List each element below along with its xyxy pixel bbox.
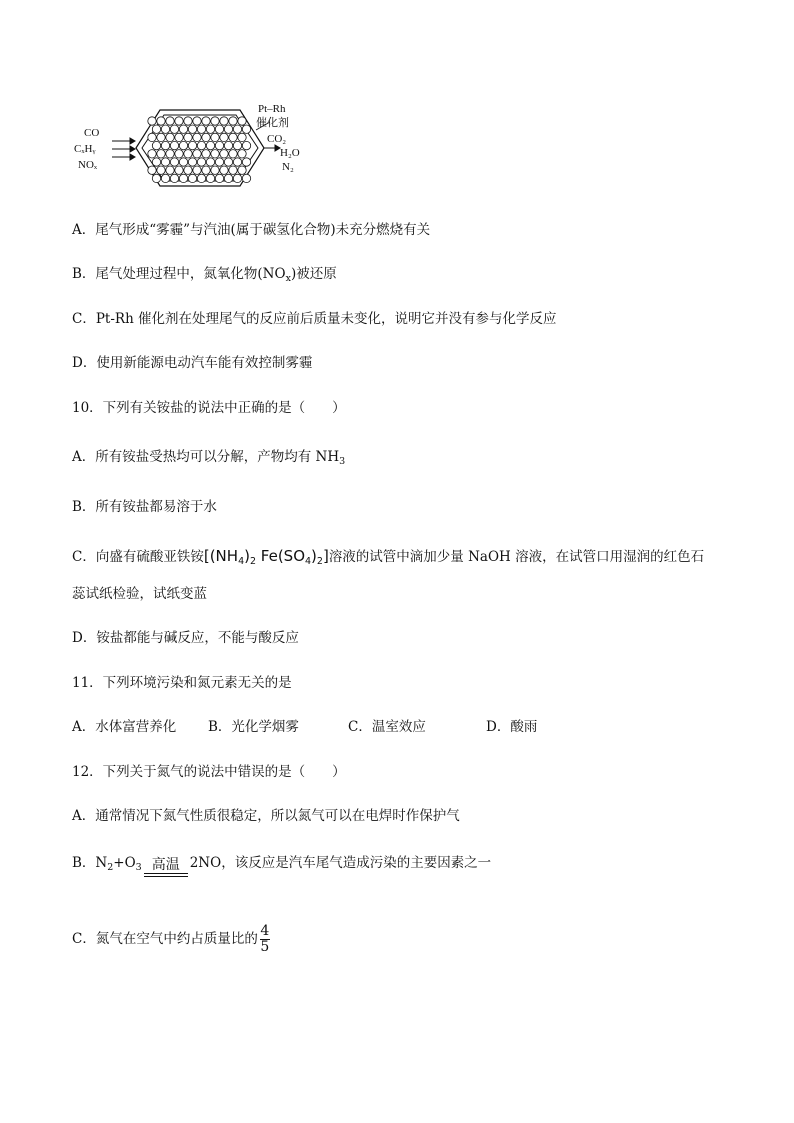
q9-option-d: D．使用新能源电动汽车能有效控制雾霾 [72, 355, 313, 371]
pellet [157, 166, 165, 174]
q10-a-sub: 3 [339, 456, 346, 467]
q10-option-c-line2: 蕊试纸检验，试纸变蓝 [72, 586, 207, 602]
pellet [215, 141, 223, 149]
pellet [211, 117, 219, 125]
input-arrows [112, 138, 135, 160]
pellet [242, 174, 250, 182]
pellet [170, 125, 178, 133]
output-n2: N₂ [282, 161, 294, 173]
pellet [197, 158, 205, 166]
pellet [215, 125, 223, 133]
output-h2o: H₂O [280, 147, 300, 159]
q9-b-text: B．尾气处理过程中，氮氧化物(NO [72, 266, 286, 282]
q10-c-formula [204, 547, 329, 565]
pellet [206, 125, 214, 133]
catalyst-label-text: 催化剂 [256, 117, 289, 129]
output-arrows [264, 145, 280, 151]
q10-c-text: C．向盛有硫酸亚铁铵 [72, 549, 204, 565]
pellet [188, 158, 196, 166]
pellet [224, 125, 232, 133]
pellet [157, 150, 165, 158]
formula-part: Fe(SO [256, 547, 305, 565]
pellet [238, 133, 246, 141]
q12-stem: 12．下列关于氮气的说法中错误的是（ ） [72, 764, 346, 780]
pellet [211, 166, 219, 174]
pellet [166, 133, 174, 141]
pellet [148, 150, 156, 158]
pellet [202, 166, 210, 174]
q12-option-b [72, 852, 491, 879]
q10-option-c [72, 546, 704, 572]
pellet [152, 141, 160, 149]
input-nox: NOₓ [78, 159, 98, 171]
pellet [148, 133, 156, 141]
q12-b-sub: 3 [135, 862, 142, 873]
q12-option-c [72, 920, 270, 958]
pellet [242, 158, 250, 166]
pellet [193, 150, 201, 158]
pellet [202, 150, 210, 158]
q11-stem: 11．下列环境污染和氮元素无关的是 [72, 675, 292, 691]
q9-option-a: A．尾气形成“雾霾”与汽油(属于碳氢化合物)未充分燃烧有关 [72, 222, 431, 238]
pellet [193, 166, 201, 174]
q10-a-text: A．所有铵盐受热均可以分解，产物均有 NH [72, 449, 340, 465]
pellet [193, 117, 201, 125]
q11-option-d: D．酸雨 [486, 719, 538, 735]
pellet [229, 166, 237, 174]
pellet [206, 141, 214, 149]
pellet [242, 125, 250, 133]
fraction [260, 924, 270, 955]
pellet [148, 166, 156, 174]
pellet [175, 133, 183, 141]
pellet [233, 125, 241, 133]
formula-sub: 4 [238, 556, 245, 567]
pellet [152, 174, 160, 182]
pellet [161, 141, 169, 149]
q11-option-a: A．水体富营养化 [72, 719, 177, 735]
pellet [233, 158, 241, 166]
q10-stem: 10．下列有关铵盐的说法中正确的是（ ） [72, 400, 346, 416]
pellet [179, 141, 187, 149]
pellet [170, 158, 178, 166]
equals-line [144, 873, 188, 877]
pellet [238, 117, 246, 125]
pellet [202, 133, 210, 141]
q11-option-b: B．光化学烟雾 [208, 719, 299, 735]
pellet [220, 150, 228, 158]
pellet [170, 141, 178, 149]
output-co2: CO₂ [267, 133, 287, 145]
pellet [157, 133, 165, 141]
pellet [184, 133, 192, 141]
pellet [170, 174, 178, 182]
pellet [211, 150, 219, 158]
pellet [215, 174, 223, 182]
pellet [175, 166, 183, 174]
input-cxhy: CₓHᵧ [74, 143, 96, 155]
pellet [188, 174, 196, 182]
reaction-condition: 高温 [151, 857, 180, 873]
q12-option-a: A．通常情况下氮气性质很稳定，所以氮气可以在电焊时作保护气 [72, 808, 460, 824]
q11-option-c: C．温室效应 [348, 719, 426, 735]
pellet [197, 125, 205, 133]
q10-option-a [72, 447, 345, 472]
pellet [157, 117, 165, 125]
pellet [175, 117, 183, 125]
q12-b-text: +O [113, 855, 136, 871]
pellet [175, 150, 183, 158]
q9-b-post: )被还原 [290, 266, 337, 282]
converter-body [136, 110, 264, 186]
pellet [161, 158, 169, 166]
formula-part: ) [244, 547, 250, 565]
pellet [211, 133, 219, 141]
q9-b-sub: x [285, 273, 291, 284]
pellet [184, 150, 192, 158]
pellet [242, 141, 250, 149]
catalyst-label-ptrh: Pt–Rh [258, 103, 286, 115]
pellet [215, 158, 223, 166]
q9-option-b [72, 264, 337, 289]
q9-option-c: C．Pt-Rh 催化剂在处理尾气的反应前后质量未变化，说明它并没有参与化学反应 [72, 311, 557, 327]
pellet [206, 158, 214, 166]
input-co: CO [84, 127, 100, 139]
pellet [197, 141, 205, 149]
reaction-condition-arrow [144, 857, 188, 877]
pellet [238, 166, 246, 174]
pellet [220, 166, 228, 174]
pellet [229, 150, 237, 158]
formula-sub: 4 [305, 556, 312, 567]
pellet [224, 174, 232, 182]
pellet [152, 158, 160, 166]
pellet [229, 117, 237, 125]
formula-sub: 2 [316, 556, 323, 567]
q12-b-post: 2NO，该反应是汽车尾气造成污染的主要因素之一 [189, 855, 492, 871]
pellet [193, 133, 201, 141]
pellet [188, 141, 196, 149]
q10-c-post: 溶液的试管中滴加少量 NaOH 溶液，在试管口用湿润的红色石 [328, 549, 705, 565]
pellet [184, 166, 192, 174]
q12-c-text: C．氮气在空气中约占质量比的 [72, 931, 258, 947]
pellet [224, 158, 232, 166]
pellet [179, 158, 187, 166]
pellet [148, 117, 156, 125]
q10-option-b: B．所有铵盐都易溶于水 [72, 499, 217, 515]
pellet [220, 117, 228, 125]
fraction-numerator: 4 [260, 923, 270, 939]
pellet [229, 133, 237, 141]
pellet [152, 125, 160, 133]
pellet [179, 174, 187, 182]
pellet [197, 174, 205, 182]
q10-option-d: D．铵盐都能与碱反应，不能与酸反应 [72, 630, 299, 646]
pellet [161, 174, 169, 182]
pellet [202, 117, 210, 125]
pellet [220, 133, 228, 141]
pellet [224, 141, 232, 149]
pellet [166, 166, 174, 174]
pellet [184, 117, 192, 125]
fraction-denominator: 5 [260, 939, 270, 955]
pellet [206, 174, 214, 182]
q12-b-sub: 2 [107, 862, 114, 873]
pellet [233, 174, 241, 182]
pellet [161, 125, 169, 133]
q11-options [72, 717, 537, 737]
pellet [166, 150, 174, 158]
formula-sub: 2 [249, 556, 257, 567]
pellet [233, 141, 241, 149]
catalytic-converter-diagram [70, 100, 310, 192]
pellet [238, 150, 246, 158]
pellet [179, 125, 187, 133]
formula-part: ) [311, 547, 317, 565]
q12-b-text: B．N [72, 855, 108, 871]
pellet [188, 125, 196, 133]
formula-part: [(NH [203, 547, 239, 565]
formula-part: ] [322, 547, 329, 565]
pellet [166, 117, 174, 125]
